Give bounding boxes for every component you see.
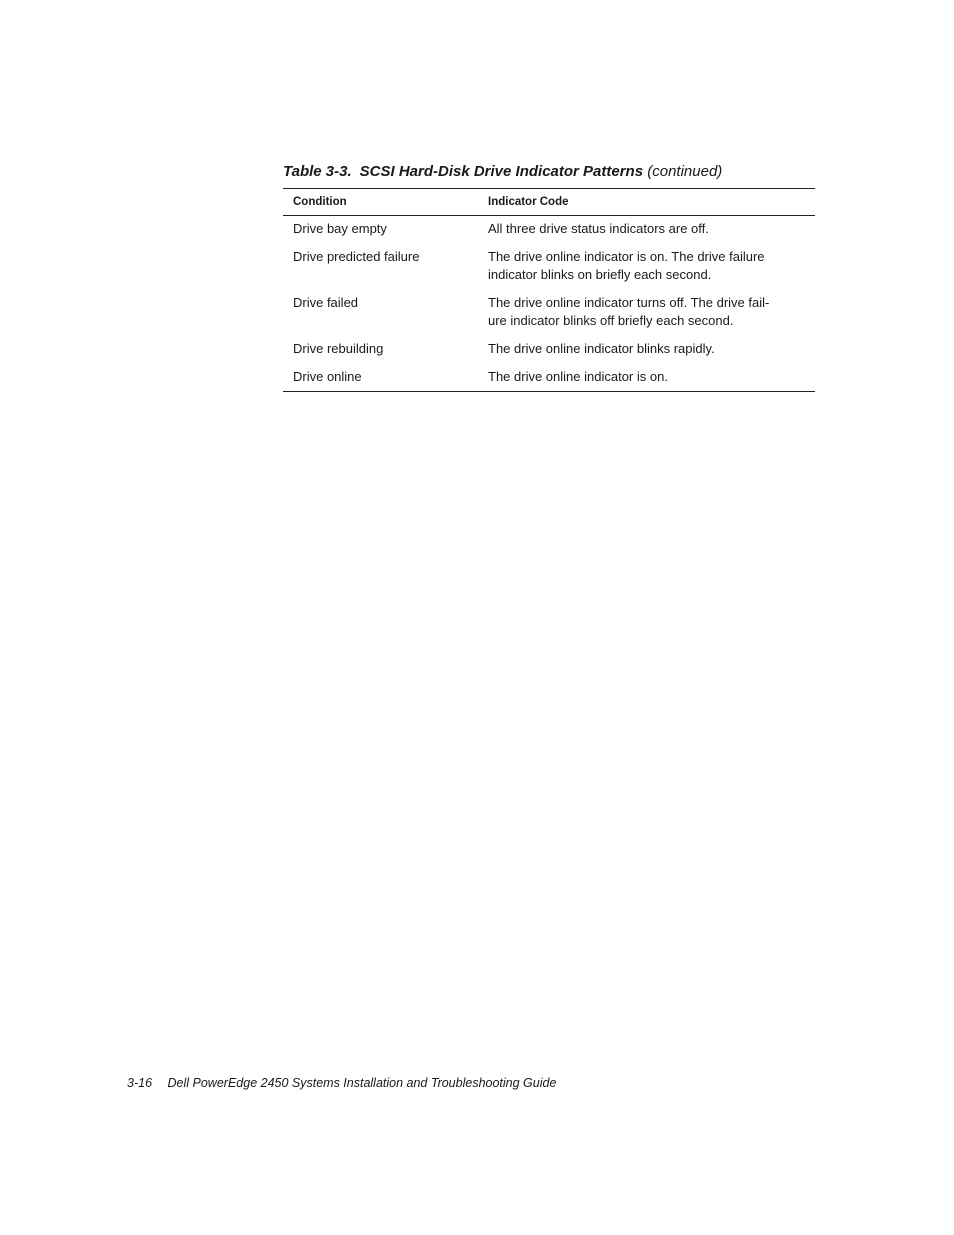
indicator-code-line: indicator blinks on briefly each second.: [488, 267, 712, 282]
table-row: [283, 294, 815, 330]
table-caption: [283, 162, 815, 182]
indicator-table: [283, 162, 815, 392]
indicator-code-line: The drive online indicator is on. The drive failure: [488, 249, 765, 264]
indicator-code-line: ure indicator blinks off briefly each second.: [488, 313, 734, 328]
condition-cell: Drive bay empty: [293, 221, 387, 236]
table-label: Table 3-3.: [283, 163, 352, 180]
table-body: [283, 216, 815, 392]
table-row: [283, 368, 815, 386]
table-row: [283, 220, 815, 238]
indicator-code-line: All three drive status indicators are off.: [488, 221, 709, 236]
indicator-code-line: The drive online indicator blinks rapidly.: [488, 341, 715, 356]
indicator-code-line: The drive online indicator turns off. The drive fail-: [488, 295, 770, 310]
column-header-indicator-code: Indicator Code: [488, 196, 569, 208]
condition-cell: Drive online: [293, 369, 362, 384]
indicator-code-cell: [488, 294, 815, 330]
indicator-code-cell: [488, 220, 815, 238]
condition-cell: Drive rebuilding: [293, 341, 384, 356]
page-number: 3-16: [127, 1076, 153, 1090]
condition-cell: Drive predicted failure: [293, 249, 420, 264]
indicator-code-line: The drive online indicator is on.: [488, 369, 668, 384]
table-continued-note: (continued): [647, 163, 723, 180]
indicator-code-cell: [488, 340, 815, 358]
table-title: SCSI Hard-Disk Drive Indicator Patterns: [359, 163, 644, 180]
indicator-code-cell: [488, 368, 815, 386]
column-header-condition: Condition: [293, 196, 347, 208]
table-row: [283, 340, 815, 358]
table-header-row: [283, 189, 815, 216]
indicator-code-cell: [488, 248, 815, 284]
page-footer: [127, 1074, 556, 1092]
table-row: [283, 248, 815, 284]
condition-cell: Drive failed: [293, 295, 359, 310]
guide-title: Dell PowerEdge 2450 Systems Installation and Troubleshooting Guide: [167, 1076, 557, 1090]
